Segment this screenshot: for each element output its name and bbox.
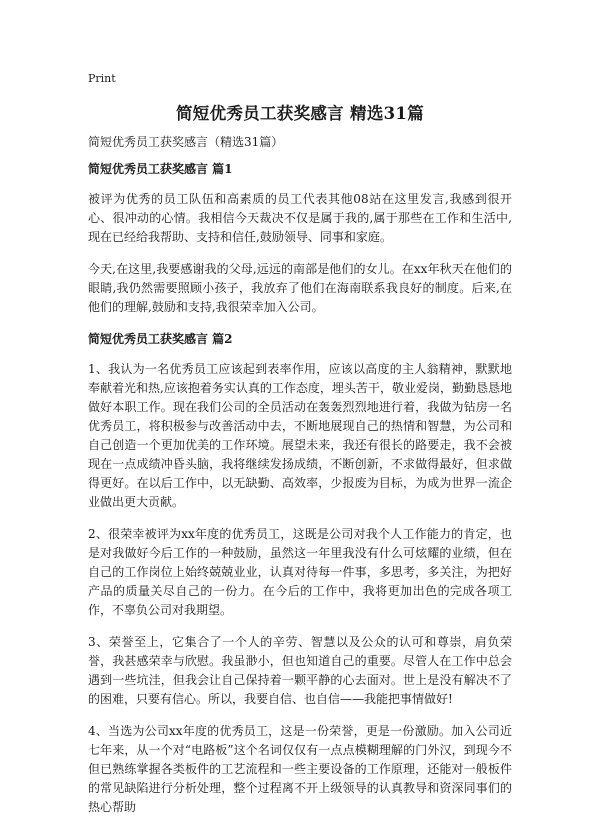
page-title: 简短优秀员工获奖感言 精选31篇 <box>175 104 424 123</box>
paragraph: 1、我认为一名优秀员工应该起到表率作用，应该以高度的主人翁精神，默默地奉献着光和热,应该抱着务实认真的工作态度，埋头苦干，敬业爱岗，勤勤恳恳地做好本职工作。现在我们公司的全员活动在轰轰烈烈地进行着，我做为钻房一名优秀员工，将积极参与改善活动中去，不断地展现自己的热情和智慧，为公司和自己创造一个更加优美的工作环境。展望未来，我还有很长的路要走，我不会被现在一点成绩冲昏头脑，我将继续发扬成绩，不断创新，不求做得最好，但求做得更好。在以后工作中，以无缺勤、高效率，少报废为目标，为成为世界一流企业做出更大贡献。 <box>88 362 512 509</box>
paragraph: 2、很荣幸被评为xx年度的优秀员工，这既是公司对我个人工作能力的肯定，也是对我做好今后工作的一种鼓励，虽然这一年里我没有什么可炫耀的业绩，但在自己的工作岗位上始终兢兢业业，认真对待每一件事，多思考，多关注，为把好产品的质量关尽自己的一份力。在今后的工作中，我将更加出色的完成各项工作，不辜负公司对我期望。 <box>88 527 512 617</box>
paragraph: 被评为优秀的员工队伍和高素质的员工代表其他08站在这里发言,我感到很开心、很冲动的心情。我相信今天裁决不仅是属于我的,属于那些在工作和生活中,现在已经给我帮助、支持和信任,鼓励领导、同事和家庭。 <box>88 192 512 244</box>
print-link[interactable]: Print <box>88 72 116 85</box>
document-subtitle: 简短优秀员工获奖感言（精选31篇） <box>88 135 284 149</box>
paragraph: 今天,在这里,我要感谢我的父母,远远的南部是他们的女儿。在xx年秋天在他们的眼睛,我仍然需要照顾小孩子，我放弃了他们在海南联系我良好的制度。后来,在他们的理解,鼓励和支持,我很荣幸加入公司。 <box>88 262 512 314</box>
section-heading-2: 简短优秀员工获奖感言 篇2 <box>88 332 233 346</box>
section-heading-1: 简短优秀员工获奖感言 篇1 <box>88 162 233 176</box>
paragraph: 4、当选为公司xx年度的优秀员工，这是一份荣誉，更是一份激励。加入公司近七年来，从一个对“电路板”这个名词仅仅有一点点模糊理解的门外汉，到现今不但已熟练掌握各类板件的工艺流程和一些主要设备的工作原理，还能对一般板件的常见缺陷进行分析处理，整个过程离不开上级领导的认真教导和资深同事们的热心帮助 <box>88 724 512 814</box>
paragraph: 3、荣誉至上，它集合了一个人的辛劳、智慧以及公众的认可和尊崇，肩负荣誉，我甚感荣幸与欣慰。我虽渺小，但也知道自己的重要。尽管人在工作中总会遇到一些坑洼，但我会让自己保持着一颗平静的心去面对。世上是没有解决不了的困难，只要有信心。所以，我要自信、也自信——我能把事情做好! <box>88 635 512 706</box>
article-body <box>88 160 512 830</box>
